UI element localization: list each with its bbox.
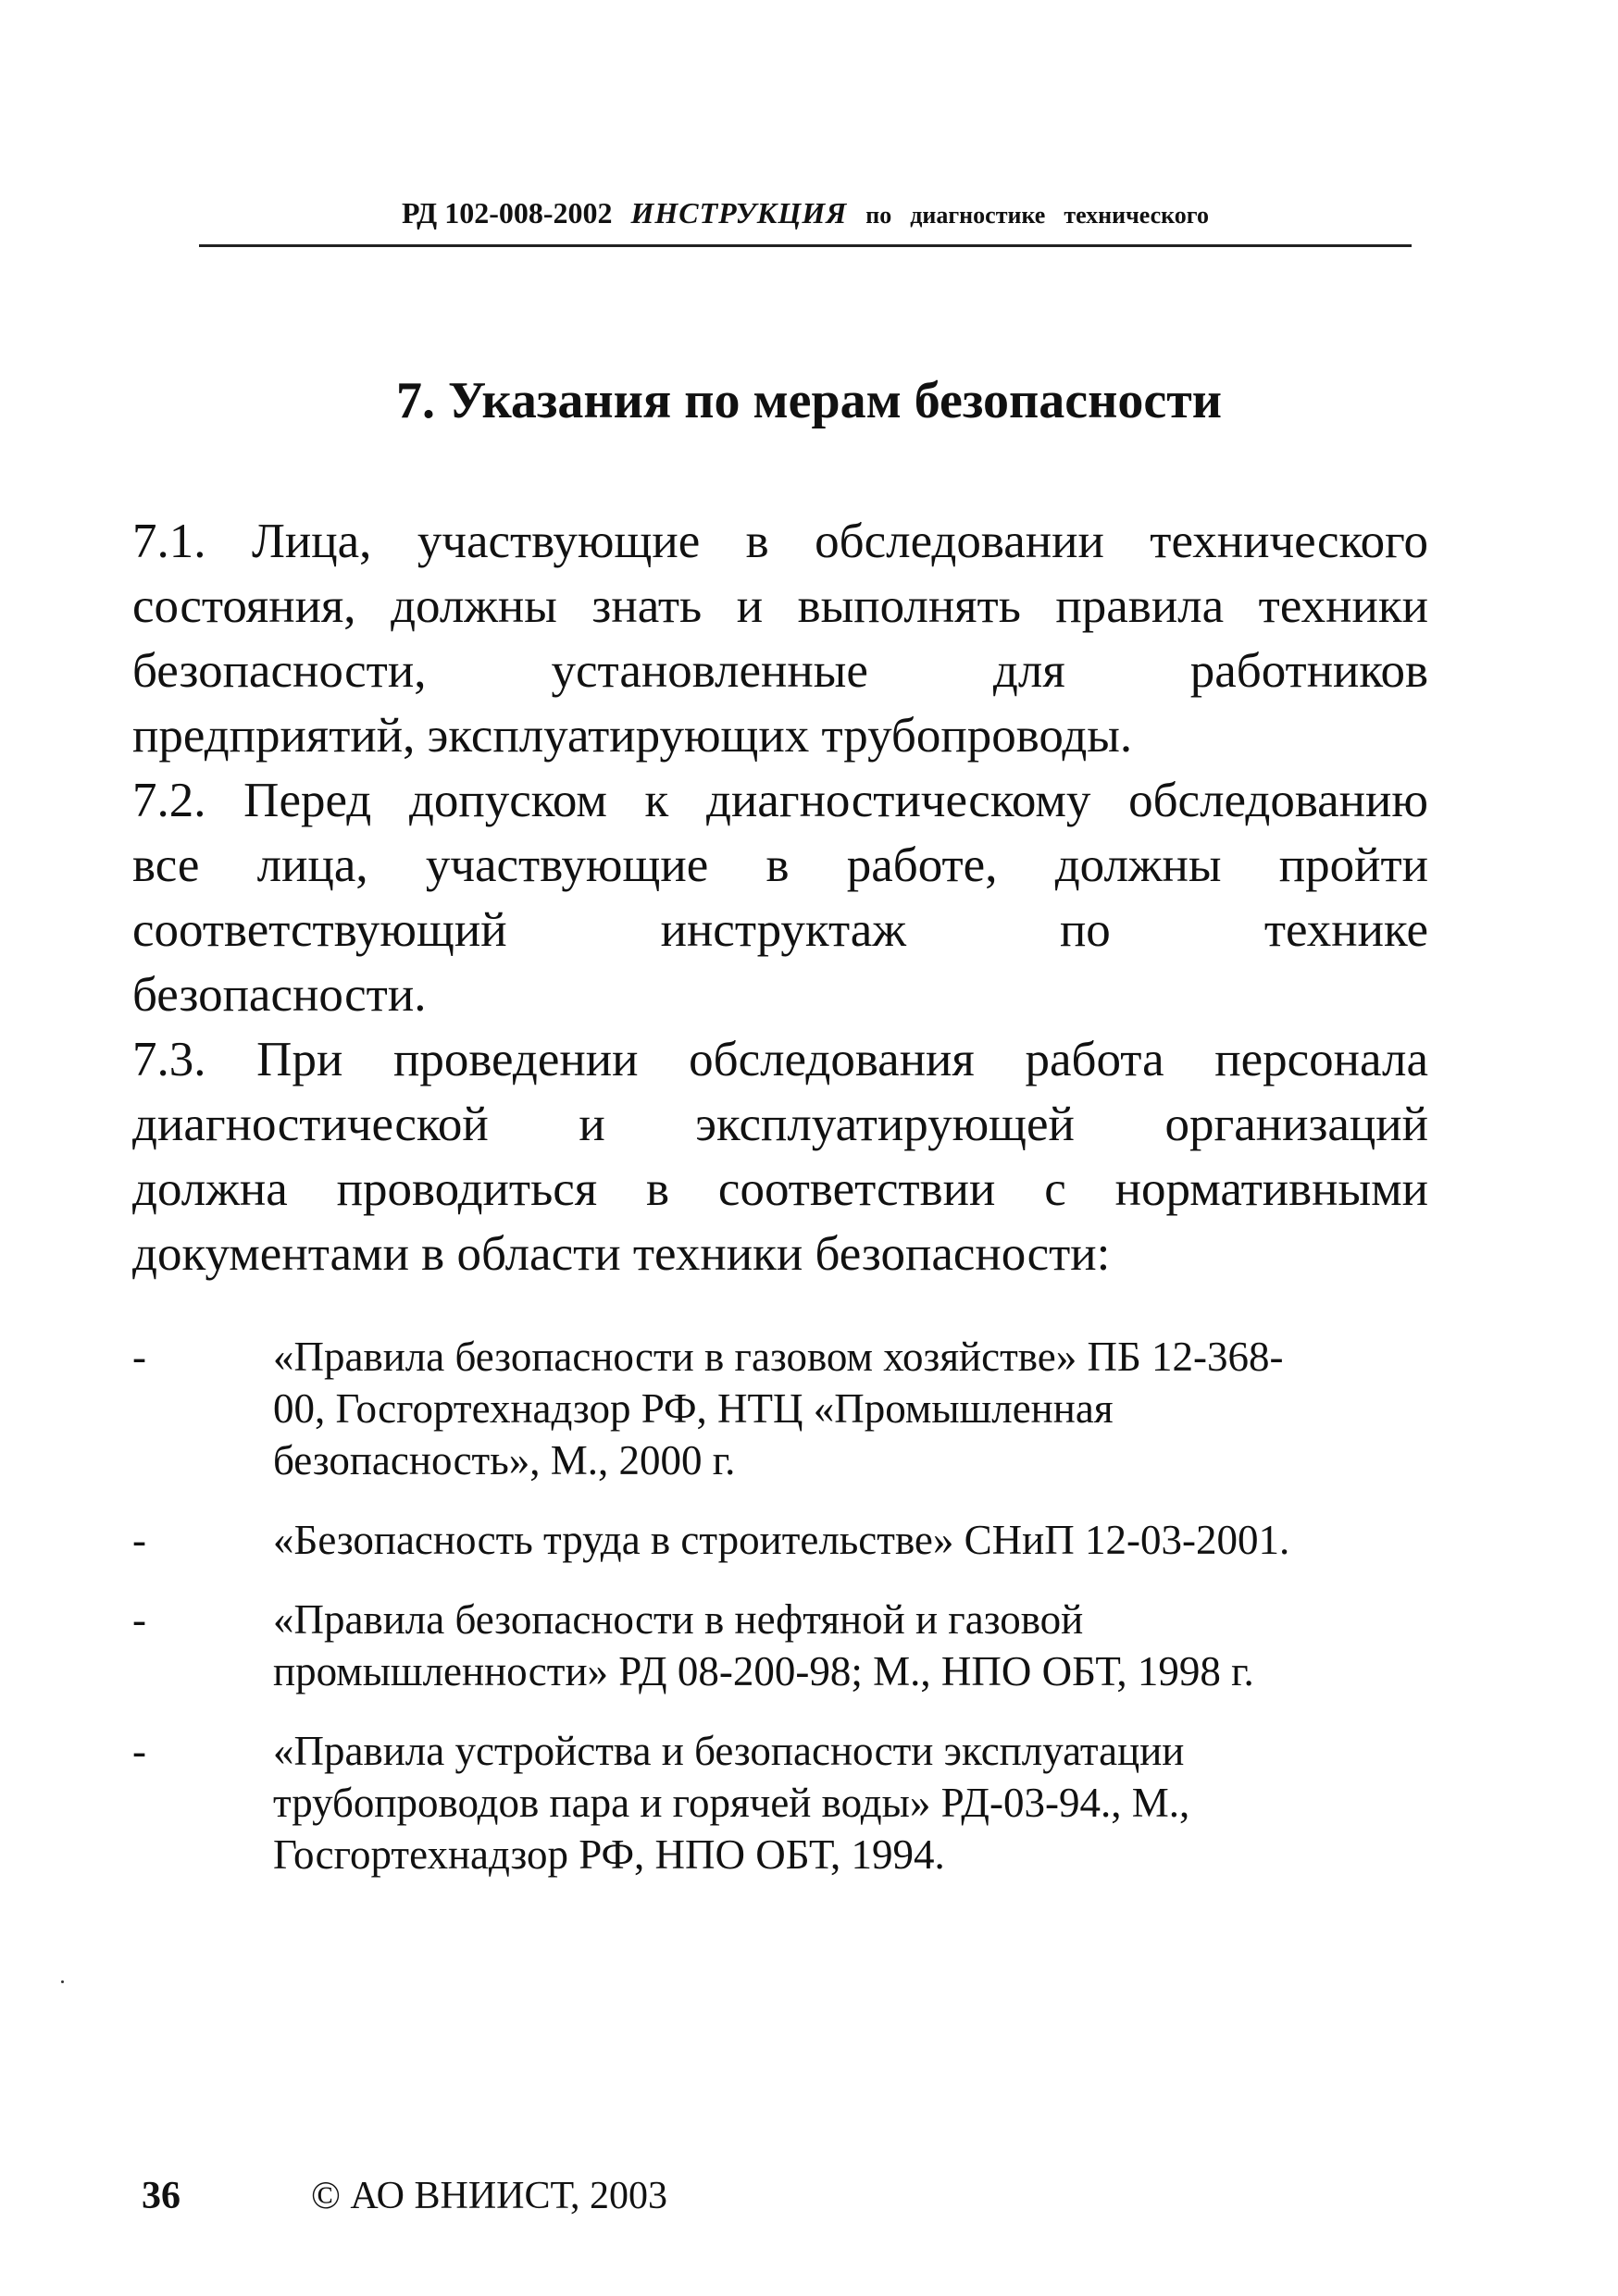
list-dash: -: [132, 1334, 146, 1380]
paragraph-line: диагностической и эксплуатирующей организаций: [132, 1098, 1428, 1151]
reference-line: Госгортехнадзор РФ, НПО ОБТ, 1994.: [273, 1831, 945, 1878]
reference-item: [132, 1331, 1428, 1486]
reference-list: [132, 1331, 1428, 1908]
page-footer: [142, 2173, 667, 2219]
running-header: [199, 185, 1412, 247]
paragraph-line: безопасности.: [132, 968, 427, 1022]
reference-line: промышленности» РД 08-200-98; М., НПО ОБТ, 1998 г.: [273, 1648, 1254, 1694]
paragraph-line: документами в области техники безопасности:: [132, 1227, 1111, 1281]
header-word-technical: технического: [1064, 202, 1209, 229]
document-code: РД 102-008-2002: [402, 196, 613, 230]
copyright-notice: © АО ВНИИСТ, 2003: [311, 2175, 667, 2217]
paragraph-7-2: [132, 768, 1428, 1027]
section-title: 7. Указания по мерам безопасности: [395, 372, 1223, 429]
document-type: ИНСТРУКЦИЯ: [630, 196, 848, 230]
reference-line: «Безопасность труда в строительстве» СНиП 12-03-2001.: [273, 1517, 1290, 1563]
reference-line: «Правила безопасности в газовом хозяйстве» ПБ 12-368-: [273, 1334, 1284, 1380]
paragraph-line: все лица, участвующие в работе, должны пройти: [132, 838, 1428, 892]
paragraph-line: соответствующий инструктаж по технике: [132, 903, 1428, 957]
list-dash: -: [132, 1517, 146, 1563]
paragraph-line: 7.3. При проведении обследования работа персонала: [132, 1033, 1428, 1086]
section-body: [132, 509, 1428, 1286]
paragraph-line: безопасности, установленные для работников: [132, 644, 1428, 698]
paragraph-line: 7.1. Лица, участвующие в обследовании технического: [132, 515, 1428, 568]
list-dash: -: [132, 1728, 146, 1774]
reference-line: «Правила устройства и безопасности эксплуатации: [273, 1728, 1185, 1774]
paragraph-line: должна проводиться в соответствии с нормативными: [132, 1162, 1428, 1216]
page-number: 36: [142, 2175, 180, 2217]
header-word-diagnostics: диагностике: [910, 202, 1046, 229]
header-word-po: по: [865, 202, 892, 229]
paragraph-7-1: [132, 509, 1428, 768]
list-dash: -: [132, 1596, 146, 1643]
reference-item: [132, 1594, 1428, 1697]
paragraph-line: состояния, должны знать и выполнять правила техники: [132, 579, 1428, 633]
paragraph-7-3: [132, 1027, 1428, 1286]
reference-line: 00, Госгортехнадзор РФ, НТЦ «Промышленная: [273, 1385, 1114, 1432]
reference-line: трубопроводов пара и горячей воды» РД-03-94., М.,: [273, 1780, 1190, 1826]
paragraph-line: 7.2. Перед допуском к диагностическому обследованию: [132, 774, 1428, 827]
reference-item: [132, 1725, 1428, 1880]
paragraph-line: предприятий, эксплуатирующих трубопроводы.: [132, 709, 1133, 763]
reference-line: безопасность», М., 2000 г.: [273, 1437, 736, 1483]
reference-line: «Правила безопасности в нефтяной и газовой: [273, 1596, 1084, 1643]
scan-speck: [61, 1980, 64, 1983]
reference-item: [132, 1514, 1428, 1566]
